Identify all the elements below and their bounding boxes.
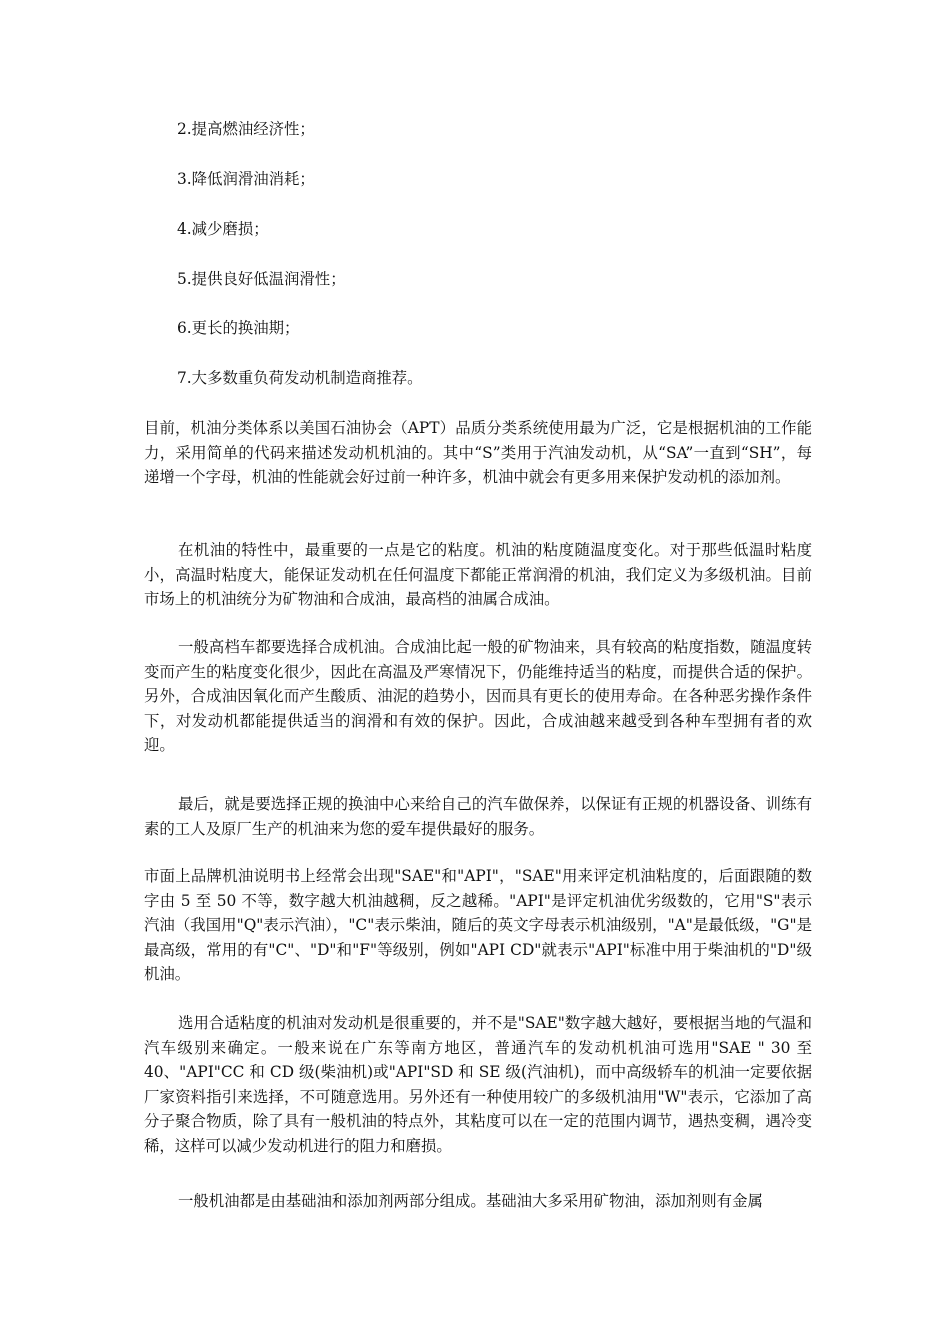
paragraph: 选用合适粘度的机油对发动机是很重要的，并不是"SAE"数字越大越好，要根据当地的气温和汽车级别来确定。一般来说在广东等南方地区，普通汽车的发动机机油可选用"SAE " 30 至 40、"API"CC 和 CD 级(柴油机)或"API"SD 和 SE 级(汽油机)，而中高级轿车的机油一定要依据厂家资料指引来选择，不可随意选用。另外还有一种使用较广的多级机油用"W"表示，它添加了高分子聚合物质，除了具有一般机油的特点外，其粘度可以在一定的范围内调节，遇热变稠，遇冷变稀，这样可以减少发动机进行的阻力和磨损。 <box>144 1014 812 1155</box>
list-item: 3.降低润滑油消耗； <box>177 170 315 188</box>
paragraph: 在机油的特性中，最重要的一点是它的粘度。机油的粘度随温度变化。对于那些低温时粘度小，高温时粘度大，能保证发动机在任何温度下都能正常润滑的机油，我们定义为多级机油。目前市场上的机油统分为矿物油和合成油，最高档的油属合成油。 <box>144 541 812 608</box>
list-item: 6.更长的换油期； <box>177 319 300 337</box>
list-item: 2.提高燃油经济性； <box>177 120 315 138</box>
list-item: 4.减少磨损； <box>177 220 269 238</box>
list-item: 7.大多数重负荷发动机制造商推荐。 <box>177 369 423 387</box>
paragraph: 一般机油都是由基础油和添加剂两部分组成。基础油大多采用矿物油，添加剂则有金属 <box>178 1192 763 1210</box>
list-item: 5.提供良好低温润滑性； <box>177 270 346 288</box>
paragraph: 目前，机油分类体系以美国石油协会（APT）品质分类系统使用最为广泛，它是根据机油的工作能力，采用简单的代码来描述发动机机油的。其中“S”类用于汽油发动机，从“SA”一直到“SH”，每递增一个字母，机油的性能就会好过前一种许多，机油中就会有更多用来保护发动机的添加剂。 <box>144 419 812 486</box>
paragraph: 一般高档车都要选择合成机油。合成油比起一般的矿物油来，具有较高的粘度指数，随温度转变而产生的粘度变化很少，因此在高温及严寒情况下，仍能维持适当的粘度，而提供合适的保护。另外，合成油因氧化而产生酸质、油泥的趋势小，因而具有更长的使用寿命。在各种恶劣操作条件下，对发动机都能提供适当的润滑和有效的保护。因此，合成油越来越受到各种车型拥有者的欢迎。 <box>144 638 812 754</box>
paragraph: 最后，就是要选择正规的换油中心来给自己的汽车做保养，以保证有正规的机器设备、训练有素的工人及原厂生产的机油来为您的爱车提供最好的服务。 <box>144 795 812 838</box>
paragraph: 市面上品牌机油说明书上经常会出现"SAE"和"API"，"SAE"用来评定机油粘度的，后面跟随的数字由 5 至 50 不等，数字越大机油越稠，反之越稀。"API"是评定机油优劣级数的，它用"S"表示汽油（我国用"Q"表示汽油），"C"表示柴油，随后的英文字母表示机油级别，"A"是最低级，"G"是最高级，常用的有"C"、"D"和"F"等级别，例如"API CD"就表示"API"标准中用于柴油机的"D"级机油。 <box>144 867 812 983</box>
